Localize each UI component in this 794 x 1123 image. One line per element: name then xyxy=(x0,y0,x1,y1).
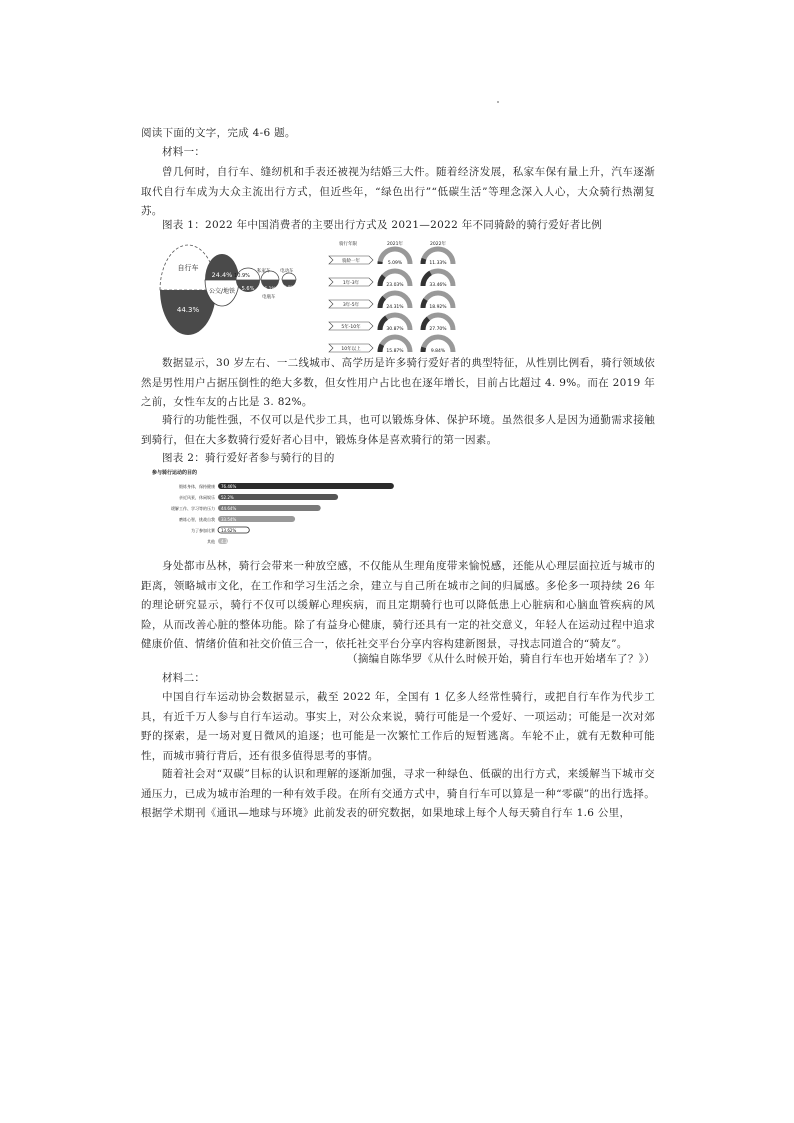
age-gauge-label: 23.03% xyxy=(386,283,404,288)
pie-label-ebike: 电瓶车 xyxy=(262,295,276,300)
age-gauge-value xyxy=(380,298,384,308)
age-gauge-value xyxy=(380,345,382,352)
age-row-label: 3年-5年 xyxy=(342,302,360,308)
age-gauge-value xyxy=(380,276,384,286)
purpose-chart-title: 参与骑行运动的目的 xyxy=(152,470,198,476)
purpose-value-label: 4.32% xyxy=(221,538,234,544)
age-gauge-label: 33.46% xyxy=(429,283,447,288)
purpose-value-label: 44.64% xyxy=(221,505,237,511)
age-table-header-years: 骑行年限 xyxy=(339,242,357,247)
purpose-category-label: 磨练心智，挑战自我 xyxy=(179,517,215,522)
age-row-label: 1年-3年 xyxy=(342,280,360,286)
pie-label-transit: 公交/地铁 xyxy=(208,288,236,295)
pie-value-24: 24.4% xyxy=(211,271,233,279)
purpose-category-label: 亲近风景，休闲娱乐 xyxy=(179,495,215,500)
pie-value-other: 1.8% xyxy=(283,285,295,290)
age-gauge-label: 18.92% xyxy=(429,305,447,310)
scan-speck xyxy=(497,101,499,103)
purpose-value-label: 52.2% xyxy=(221,494,234,500)
purpose-category-label: 缓解工作、学习等的压力 xyxy=(171,506,215,511)
pie-label-electric: 电动车 xyxy=(280,269,294,274)
purpose-value-label: 33.54% xyxy=(221,516,237,522)
figure2-caption: 图表 2：骑行爱好者参与骑行的目的 xyxy=(162,452,335,464)
riding-purpose-chart xyxy=(148,466,418,554)
material1-source: （摘编自陈华罗《从什么时候开始，骑自行车也开始堵车了？》） xyxy=(347,653,655,665)
age-row-label: 骑龄一年 xyxy=(342,258,360,264)
material2-paragraph-1: 中国自行车运动协会数据显示，截至 2022 年，全国有 1 亿多人经常性骑行，或把自行车作为代步工具，有近千万人参与自行车运动。事实上，对公众来说，骑行可能是一个爱好、一项运动；可能是一次对郊野的探索，是一场对夏日微风的追逐；也可能是一次繁忙工作后的短暂逃离。车轮不止，就有无数种可能性，而城市骑行背后，还有很多值得思考的事情。 xyxy=(141,691,655,762)
material1-paragraph-2: 数据显示，30 岁左右、一二线城市、高学历是许多骑行爱好者的典型特征，从性别比例看，骑行领域依然是男性用户占据压倒性的绝大多数，但女性用户占比也在逐年增长，目前占比超过 4. 9%。而在 2019 年之前，女性车友的占比是 3. 82%。 xyxy=(141,357,655,408)
age-gauge-label: 5.09% xyxy=(387,261,403,266)
pie-value-56: 5.6% xyxy=(241,286,255,292)
age-gauge-value xyxy=(423,319,428,330)
material1-paragraph-4: 身处都市丛林，骑行会带来一种放空感，不仅能从生理角度带来愉悦感，还能从心理层面拉近与城市的距离，领略城市文化，在工作和学习生活之余，建立与自己所在城市之间的归属感。多伦多一项持续 26 年的理论研究显示，骑行不仅可以缓解心理疾病，而且定期骑行也可以降低患上心脏病和心脑血管疾病的风险，从而改善心脏的整体功能。除了有益身心健康，骑行还具有一定的社交意义，年轻人在运动过程中追求健康价值、情绪价值和社交价值三合一，依托社交平台分享内容构建新图景，寻找志同道合的“骑友”。 xyxy=(141,560,655,650)
purpose-value-label: 76.46% xyxy=(221,483,237,489)
age-gauge-value xyxy=(423,347,424,352)
purpose-category-label: 锻炼身体，保持健康 xyxy=(179,484,215,489)
pie-label-private-car: 私家车 xyxy=(257,269,271,274)
material1-paragraph-1: 曾几何时，自行车、缝纫机和手表还被视为结婚三大件。随着经济发展，私家车保有量上升，汽车逐渐取代自行车成为大众主流出行方式，但近些年，“绿色出行”“低碳生活”等理念深入人心，大众骑行热潮复苏。 xyxy=(141,166,655,217)
age-gauge-label: 30.87% xyxy=(386,327,404,332)
pie-label-bicycle: 自行车 xyxy=(177,264,199,272)
material2-paragraph-2: 随着社会对“双碳”目标的认识和理解的逐渐加强，寻求一种绿色、低碳的出行方式，来缓解当下城市交通压力，已成为城市治理的一种有效手段。在所有交通方式中，骑自行车可以算是一种“零碳”的出行选择。根据学术期刊《通讯—地球与环境》此前发表的研究数据，如果地球上每个人每天骑自行车 1.6 公里， xyxy=(141,768,655,819)
purpose-bar xyxy=(218,483,394,489)
age-gauge-value xyxy=(423,300,426,308)
age-gauge-label: 27.70% xyxy=(429,327,447,332)
purpose-bar xyxy=(218,494,338,500)
material1-label: 材料一： xyxy=(162,146,206,158)
pie-small-top xyxy=(282,273,296,280)
material2-label: 材料二： xyxy=(162,672,206,684)
age-gauge-label: 11.33% xyxy=(429,261,447,266)
material1-paragraph-3: 骑行的功能性强，不仅可以是代步工具，也可以锻炼身体、保护环境。虽然很多人是因为通勤需求接触到骑行，但在大多数骑行爱好者心目中，锻炼身体是喜欢骑行的第一因素。 xyxy=(141,414,655,446)
age-table-header-2021: 2021年 xyxy=(387,242,403,247)
age-row-label: 5年-10年 xyxy=(341,324,361,330)
pie-value-61: 6.1% xyxy=(264,287,276,292)
reading-instruction: 阅读下面的文字，完成 4-6 题。 xyxy=(141,127,296,139)
pie-value-44: 44.3% xyxy=(176,306,200,314)
purpose-value-label: 13.62% xyxy=(221,527,237,533)
age-table-header-2022: 2022年 xyxy=(430,242,446,247)
purpose-category-label: 为了参加比赛 xyxy=(191,528,215,533)
age-gauge-label: 9.84% xyxy=(430,349,446,354)
figure1-caption: 图表 1：2022 年中国消费者的主要出行方式及 2021—2022 年不同骑龄的骑行爱好者比例 xyxy=(162,219,603,231)
travel-mode-chart xyxy=(155,240,330,340)
age-gauge-label: 24.31% xyxy=(386,305,404,310)
pie-value-private-car: 10.9% xyxy=(234,273,250,279)
age-row-label: 10年以上 xyxy=(341,346,361,352)
cycling-age-table xyxy=(325,238,465,360)
purpose-category-label: 其他 xyxy=(207,539,215,544)
age-gauge-label: 15.87% xyxy=(386,349,404,354)
age-gauge-value xyxy=(423,259,424,264)
